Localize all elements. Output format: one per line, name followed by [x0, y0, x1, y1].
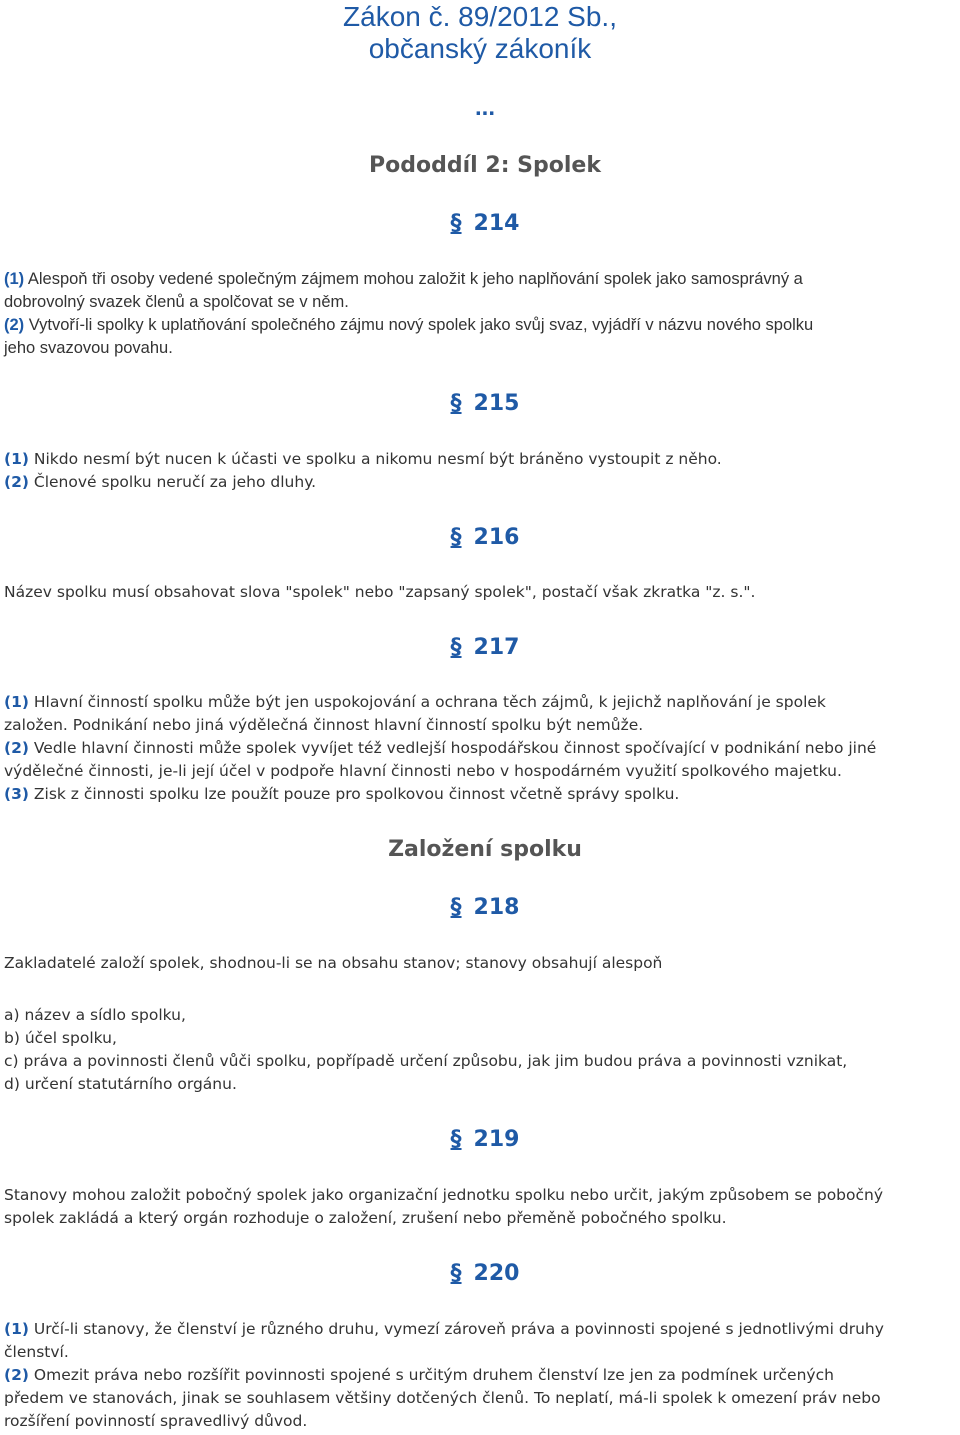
paragraph-number: (2)	[4, 316, 25, 334]
section-number: 217	[473, 635, 520, 660]
section-215-text	[4, 448, 954, 494]
paragraph-number: (1)	[4, 693, 29, 711]
section-number: 219	[473, 1127, 520, 1152]
paragraph-text: Určí-li stanovy, že členství je různého druhu, vymezí zároveň práva a povinnosti spojené s jednotlivými druhy	[33, 1320, 884, 1338]
section-number: 218	[473, 895, 520, 920]
section-number: 214	[473, 211, 520, 236]
paragraph-number: (2)	[4, 473, 29, 491]
paragraph-number: (2)	[4, 1366, 29, 1384]
list-item: a) název a sídlo spolku,	[4, 1006, 186, 1024]
section-220-text	[4, 1318, 954, 1433]
section-heading-219	[0, 1126, 960, 1154]
paragraph-text: Omezit práva nebo rozšířit povinnosti spojené s určitým druhem členství lze jen za podmínek určených	[33, 1366, 834, 1384]
paragraph-text: Stanovy mohou založit pobočný spolek jako organizační jednotku spolku nebo určit, jakým způsobem se pobočný	[4, 1186, 884, 1204]
paragraph-text: založen. Podnikání nebo jiná výdělečná činnost hlavní činností spolku být nemůže.	[4, 716, 644, 734]
section-symbol: §	[450, 211, 462, 236]
paragraph-text: dobrovolný svazek členů a spolčovat se v něm.	[4, 293, 349, 311]
paragraph-text: předem ve stanovách, jinak se souhlasem většiny dotčených členů. To neplatí, má-li spolek k omezení práv nebo	[4, 1389, 881, 1407]
paragraph-text: Alespoň tři osoby vedené společným zájmem mohou založit k jeho naplňování spolek jako samosprávný a	[27, 270, 803, 288]
document-title-line2: občanský zákoník	[368, 33, 592, 64]
section-218-list	[4, 1004, 954, 1096]
section-heading-215	[0, 390, 960, 418]
section-heading-216	[0, 524, 960, 552]
section-symbol: §	[450, 391, 462, 416]
paragraph-text: Název spolku musí obsahovat slova "spolek" nebo "zapsaný spolek", postačí však zkratka "z. s.".	[4, 583, 756, 601]
paragraph-text: jeho svazovou povahu.	[4, 339, 173, 357]
paragraph-text: Vedle hlavní činnosti může spolek vyvíjet též vedlejší hospodářskou činnost spočívající v podnikání nebo jiné	[33, 739, 877, 757]
section-214-text	[4, 268, 954, 360]
founding-heading: Založení spolku	[388, 837, 582, 862]
subdivision-heading: Pododdíl 2: Spolek	[369, 153, 601, 178]
section-heading-214	[0, 210, 960, 238]
section-heading-220	[0, 1260, 960, 1288]
section-218-intro	[4, 952, 954, 975]
paragraph-text: Členové spolku neručí za jeho dluhy.	[33, 473, 317, 491]
section-216-text	[4, 581, 954, 604]
section-symbol: §	[450, 525, 462, 550]
paragraph-text: Nikdo nesmí být nucen k účasti ve spolku a nikomu nesmí být bráněno vystoupit z něho.	[33, 450, 722, 468]
paragraph-number: (3)	[4, 785, 29, 803]
paragraph-text: Zakladatelé založí spolek, shodnou-li se na obsahu stanov; stanovy obsahují alespoň	[4, 954, 663, 972]
section-symbol: §	[450, 1261, 462, 1286]
list-item: d) určení statutárního orgánu.	[4, 1075, 237, 1093]
list-item: b) účel spolku,	[4, 1029, 117, 1047]
paragraph-text: spolek zakládá a který orgán rozhoduje o založení, zrušení nebo přeměně pobočného spolku.	[4, 1209, 727, 1227]
section-number: 215	[473, 391, 520, 416]
paragraph-text: Vytvoří-li spolky k uplatňování společného zájmu nový spolek jako svůj svaz, vyjádří v názvu nového spolku	[28, 316, 814, 334]
omission-ellipsis: ...	[474, 94, 495, 121]
list-item: c) práva a povinnosti členů vůči spolku, popřípadě určení způsobu, jak jim budou práva a povinnosti vznikat,	[4, 1052, 848, 1070]
section-number: 220	[473, 1261, 520, 1286]
paragraph-number: (1)	[4, 450, 29, 468]
paragraph-text: výdělečné činnosti, je-li její účel v podpoře hlavní činnosti nebo v hospodárném využití spolkového majetku.	[4, 762, 842, 780]
paragraph-text: rozšíření povinností spravedlivý důvod.	[4, 1412, 308, 1430]
section-heading-217	[0, 634, 960, 662]
section-217-text	[4, 691, 954, 806]
paragraph-number: (1)	[4, 270, 25, 288]
section-symbol: §	[450, 1127, 462, 1152]
paragraph-number: (2)	[4, 739, 29, 757]
section-number: 216	[473, 525, 520, 550]
document-title-line1: Zákon č. 89/2012 Sb.,	[343, 1, 617, 32]
paragraph-number: (1)	[4, 1320, 29, 1338]
section-219-text	[4, 1184, 954, 1230]
section-heading-218	[0, 894, 960, 922]
section-symbol: §	[450, 895, 462, 920]
section-symbol: §	[450, 635, 462, 660]
paragraph-text: členství.	[4, 1343, 69, 1361]
paragraph-text: Hlavní činností spolku může být jen uspokojování a ochrana těch zájmů, k jejichž naplňování je spolek	[33, 693, 826, 711]
paragraph-text: Zisk z činnosti spolku lze použít pouze pro spolkovou činnost včetně správy spolku.	[33, 785, 680, 803]
